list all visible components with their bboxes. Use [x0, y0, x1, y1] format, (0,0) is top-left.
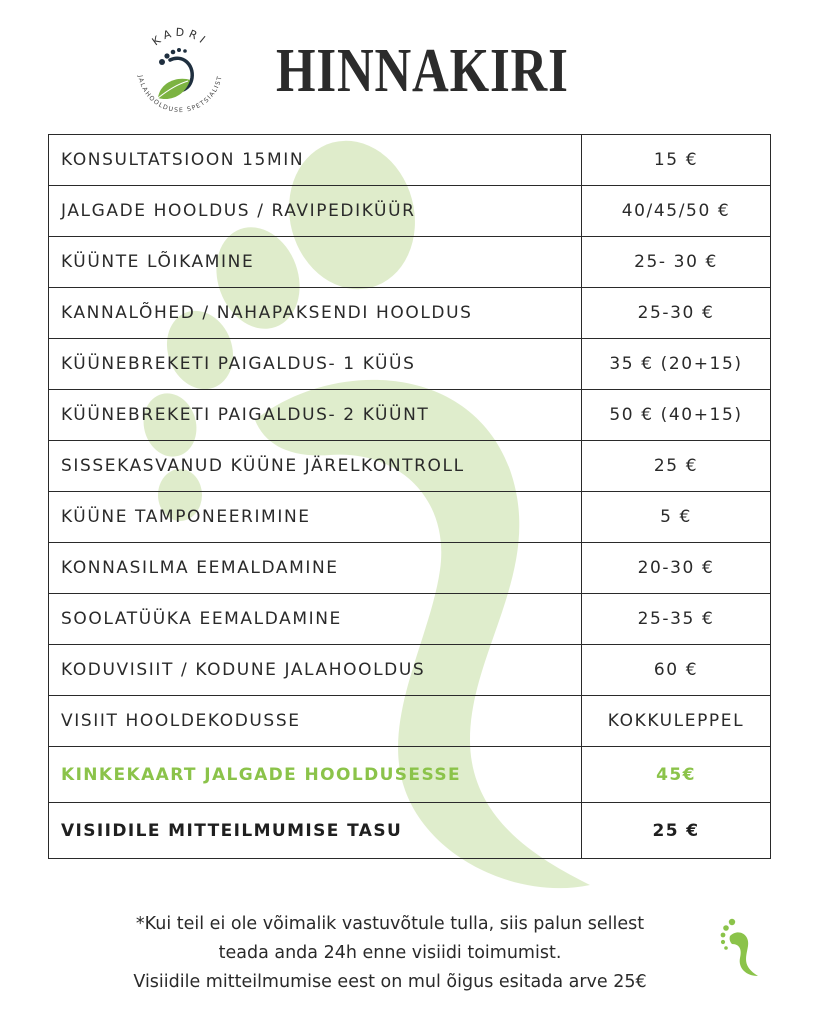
service-name: KONSULTATSIOON 15MIN	[49, 135, 582, 186]
table-row	[49, 288, 771, 339]
service-name: KÜÜNEBREKETI PAIGALDUS- 1 KÜÜS	[49, 339, 582, 390]
footprint-icon	[718, 914, 764, 980]
service-price: 15 €	[582, 135, 771, 186]
table-row	[49, 696, 771, 747]
brand-tagline: JALAHOOLDUSE SPETSIALIST	[136, 74, 224, 115]
service-price: 40/45/50 €	[582, 186, 771, 237]
service-price: 45€	[582, 747, 771, 803]
note-line: *Kui teil ei ole võimalik vastuvõtule tulla, siis palun sellest	[135, 914, 645, 934]
service-price: 20-30 €	[582, 543, 771, 594]
gift-card-row	[49, 747, 771, 803]
service-name: KANNALÕHED / NAHAPAKSENDI HOOLDUS	[49, 288, 582, 339]
price-table	[48, 134, 771, 859]
service-name: KÜÜNTE LÕIKAMINE	[49, 237, 582, 288]
leaf-icon	[158, 79, 190, 99]
service-name: KONNASILMA EEMALDAMINE	[49, 543, 582, 594]
table-row	[49, 135, 771, 186]
table-row	[49, 543, 771, 594]
table-row	[49, 441, 771, 492]
service-price: 25 €	[582, 803, 771, 859]
cancellation-note	[60, 910, 720, 997]
service-name: SISSEKASVANUD KÜÜNE JÄRELKONTROLL	[49, 441, 582, 492]
service-price: 25 €	[582, 441, 771, 492]
table-row	[49, 594, 771, 645]
svg-text:KADRI	[150, 26, 211, 49]
table-row	[49, 492, 771, 543]
note-line: teada anda 24h enne visiidi toimumist.	[218, 943, 562, 963]
service-price: 5 €	[582, 492, 771, 543]
note-line: Visiidile mitteilmumise eest on mul õigus esitada arve 25€	[133, 972, 647, 992]
table-row	[49, 390, 771, 441]
service-name: KODUVISIIT / KODUNE JALAHOOLDUS	[49, 645, 582, 696]
service-price: 25-30 €	[582, 288, 771, 339]
service-name: VISIIDILE MITTEILMUMISE TASU	[49, 803, 582, 859]
service-name: KINKEKAART JALGADE HOOLDUSESSE	[49, 747, 582, 803]
table-row	[49, 339, 771, 390]
table-row	[49, 186, 771, 237]
service-price: 60 €	[582, 645, 771, 696]
table-row	[49, 237, 771, 288]
table-row	[49, 645, 771, 696]
service-price: KOKKULEPPEL	[582, 696, 771, 747]
service-price: 50 € (40+15)	[582, 390, 771, 441]
footprint-logo-icon	[128, 18, 232, 122]
no-show-fee-row	[49, 803, 771, 859]
service-name: KÜÜNE TAMPONEERIMINE	[49, 492, 582, 543]
service-price: 25-35 €	[582, 594, 771, 645]
page-title: HINNAKIRI	[276, 37, 569, 105]
service-name: JALGADE HOOLDUS / RAVIPEDIKÜÜR	[49, 186, 582, 237]
service-name: SOOLATÜÜKA EEMALDAMINE	[49, 594, 582, 645]
service-name: KÜÜNEBREKETI PAIGALDUS- 2 KÜÜNT	[49, 390, 582, 441]
service-price: 25- 30 €	[582, 237, 771, 288]
brand-name: KADRI	[149, 25, 211, 49]
service-price: 35 € (20+15)	[582, 339, 771, 390]
service-name: VISIIT HOOLDEKODUSSE	[49, 696, 582, 747]
